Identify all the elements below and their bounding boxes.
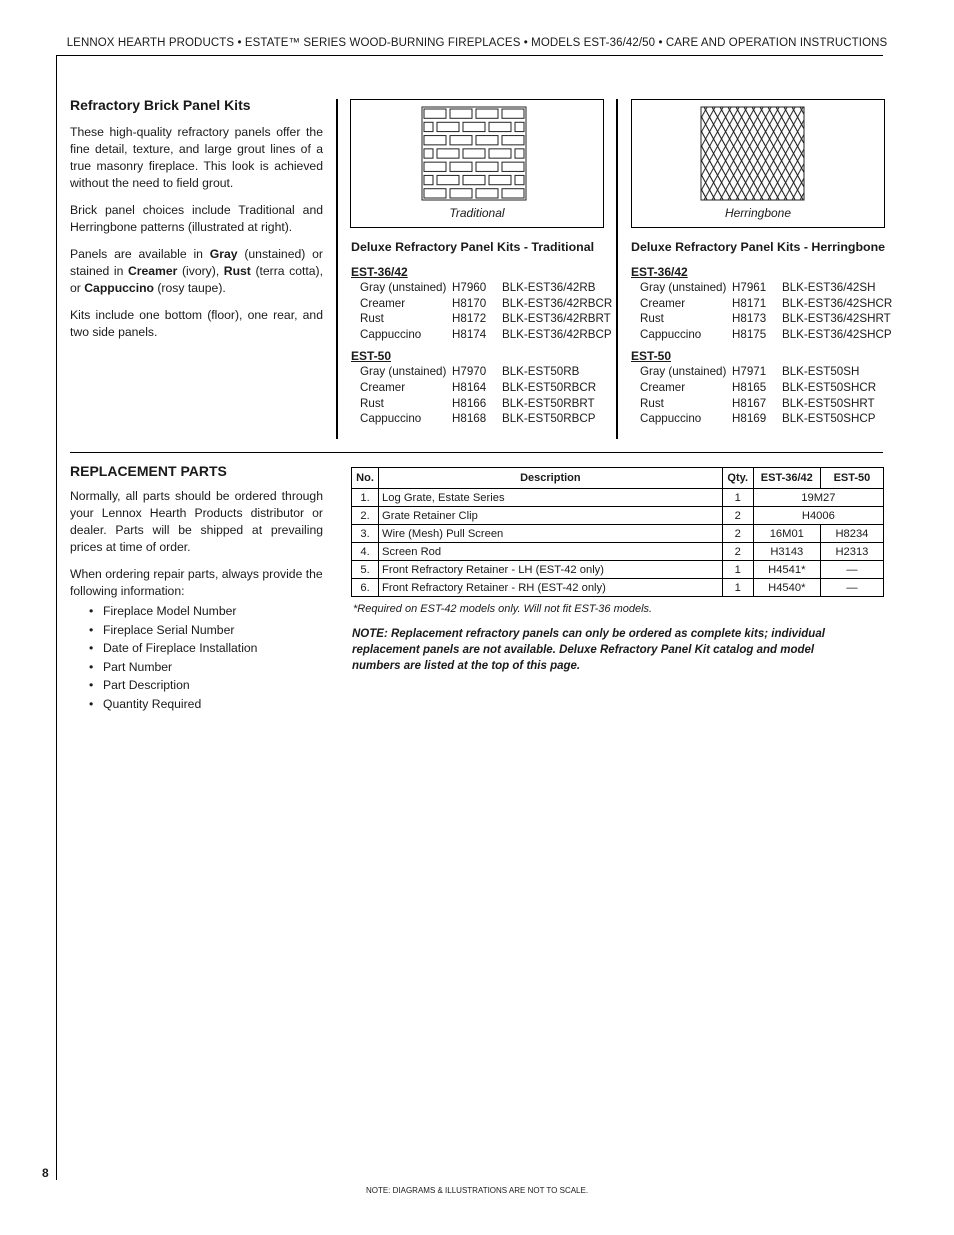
kit-row (351, 380, 596, 396)
part-description: Wire (Mesh) Pull Screen (379, 525, 723, 543)
list-item-text: Quantity Required (103, 696, 202, 711)
image-caption: Traditional (449, 206, 505, 220)
kit-catalog-number: H7960 (452, 281, 487, 294)
kit-table (631, 280, 892, 342)
table-footnote: *Required on EST-42 models only. Will not fit EST-36 models. (353, 603, 653, 615)
kit-model-number: BLK-EST50SHCP (782, 412, 876, 426)
paragraph: Normally, all parts should be ordered through your Lennox Hearth Products distributor or dealer. Parts will be shipped at prevailing prices at time of order. (70, 489, 323, 554)
part-number-index: 6. (352, 579, 379, 597)
model-heading: EST-50 (631, 349, 672, 364)
kit-color: Creamer (360, 380, 406, 394)
paragraph: Panels are available in Gray (unstained) or stained in Creamer (ivory), Rust (terra cotta), or Cappuccino (rosy taupe). (70, 247, 323, 295)
list-item-text: Date of Fireplace Installation (103, 641, 258, 655)
kit-model-number: BLK-EST50RBRT (502, 396, 595, 410)
table-row (352, 507, 884, 525)
table-row (352, 543, 884, 561)
part-quantity: 1 (722, 489, 753, 507)
page-number: 8 (42, 1166, 49, 1180)
part-quantity: 2 (722, 507, 753, 525)
paragraph: These high-quality refractory panels offer the fine detail, texture, and large grout lines of a true masonry fireplace. This look is achieved without the need to field grout. (70, 125, 323, 190)
kit-catalog-number: H8167 (732, 396, 767, 410)
kit-model-number: BLK-EST36/42SHCR (782, 296, 893, 310)
part-number-est50: — (820, 579, 883, 597)
kit-catalog-number: H8171 (732, 296, 767, 310)
table-header-row (352, 468, 884, 489)
table-row (352, 561, 884, 579)
image-caption: Herringbone (724, 206, 792, 220)
kit-model-number: BLK-EST50RBCP (502, 412, 596, 426)
part-description: Screen Rod (379, 543, 723, 561)
part-number-shared: H4006 (753, 507, 883, 525)
bullet-icon: • (89, 678, 94, 692)
kits-traditional (351, 240, 621, 434)
kit-color: Rust (640, 396, 664, 410)
part-quantity: 2 (722, 543, 753, 561)
kit-color: Creamer (640, 296, 686, 310)
kit-color: Rust (640, 312, 664, 326)
part-number-shared: 19M27 (753, 489, 883, 507)
kit-model-number: BLK-EST50SHCR (782, 380, 877, 394)
kit-row (631, 380, 876, 396)
list-item (89, 658, 323, 677)
bullet-icon: • (89, 696, 94, 711)
list-item-text: Part Number (103, 659, 173, 674)
column-rule (336, 99, 338, 439)
kit-color: Gray (unstained) (360, 281, 447, 294)
running-header: LENNOX HEARTH PRODUCTS • ESTATE™ SERIES WOOD-BURNING FIREPLACES • MODELS EST-36/42/50 • CARE AND OPERATION INSTRUCTIONS (66, 37, 888, 49)
traditional-illustration (350, 99, 604, 228)
column-header: No. (352, 468, 379, 489)
kit-model-number: BLK-EST36/42RBCR (502, 296, 613, 310)
part-description: Grate Retainer Clip (379, 507, 723, 525)
list-item (89, 676, 323, 695)
kit-catalog-number: H7961 (732, 281, 767, 294)
part-quantity: 2 (722, 525, 753, 543)
paragraph: Brick panel choices include Traditional and Herringbone patterns (illustrated at right). (70, 203, 323, 234)
bullet-icon: • (89, 659, 94, 674)
list-item-text: Fireplace Model Number (103, 604, 237, 618)
part-number-est36-42: 16M01 (753, 525, 820, 543)
list-item (89, 602, 323, 621)
kit-row (351, 311, 612, 327)
part-number-est36-42: H3143 (753, 543, 820, 561)
note-text: NOTE: Replacement refractory panels can only be ordered as complete kits; individual replacement panels are not available. Deluxe Refractory Panel Kit catalog and model numbers are listed at the top of this page. (352, 628, 825, 672)
kit-color: Gray (unstained) (640, 365, 727, 379)
kit-row (631, 311, 892, 327)
kit-row (351, 364, 596, 380)
part-number-est50: H8234 (820, 525, 883, 543)
kit-color: Creamer (360, 296, 406, 310)
section-title: Refractory Brick Panel Kits (70, 97, 251, 113)
kit-model-number: BLK-EST36/42SH (782, 281, 876, 294)
kit-catalog-number: H8169 (732, 412, 767, 426)
kit-catalog-number: H8168 (452, 412, 487, 426)
kit-catalog-number: H8175 (732, 327, 767, 341)
kit-row (351, 296, 612, 312)
parts-table (351, 467, 884, 597)
kit-model-number: BLK-EST50RB (502, 365, 580, 379)
part-number-index: 1. (352, 489, 379, 507)
model-heading: EST-36/42 (631, 265, 688, 279)
list-item-text: Fireplace Serial Number (103, 622, 235, 637)
footer-note: NOTE: DIAGRAMS & ILLUSTRATIONS ARE NOT TO SCALE. (365, 1186, 589, 1195)
kit-row (631, 327, 892, 343)
list-item (89, 639, 323, 658)
column-header: Qty. (722, 468, 753, 489)
bullet-icon: • (89, 604, 94, 618)
model-heading: EST-50 (351, 349, 392, 364)
column-header: Description (379, 468, 723, 489)
kit-table (351, 364, 596, 426)
margin-rule (56, 55, 57, 1180)
kit-row (631, 296, 892, 312)
kit-table (631, 364, 876, 426)
header-rule (57, 55, 883, 56)
kit-model-number: BLK-EST36/42RBCP (502, 327, 612, 341)
section-title: REPLACEMENT PARTS (70, 463, 227, 479)
kit-catalog-number: H7971 (732, 365, 767, 379)
kit-catalog-number: H8166 (452, 396, 487, 410)
kit-model-number: BLK-EST36/42SHRT (782, 312, 891, 326)
column-header: EST-36/42 (753, 468, 820, 489)
table-row (352, 525, 884, 543)
kit-color: Creamer (640, 380, 686, 394)
refractory-section (70, 97, 323, 351)
kit-row (351, 396, 596, 412)
paragraph: When ordering repair parts, always provide the following information: (70, 567, 323, 598)
part-number-est50: H2313 (820, 543, 883, 561)
kit-color: Cappuccino (640, 327, 702, 341)
kit-table (351, 280, 612, 342)
part-description: Front Refractory Retainer - LH (EST-42 only) (379, 561, 723, 579)
bullet-icon: • (89, 641, 94, 655)
info-list (70, 602, 323, 713)
kit-catalog-number: H7970 (452, 365, 487, 379)
table-row (352, 489, 884, 507)
paragraph: Kits include one bottom (floor), one rear, and two side panels. (70, 308, 323, 339)
kit-catalog-number: H8172 (452, 312, 487, 326)
part-quantity: 1 (722, 561, 753, 579)
kit-model-number: BLK-EST36/42RBRT (502, 312, 611, 326)
list-item (89, 621, 323, 640)
kits-herringbone (631, 240, 901, 434)
part-number-index: 5. (352, 561, 379, 579)
kit-color: Gray (unstained) (640, 281, 727, 294)
herringbone-illustration (631, 99, 885, 228)
kits-title: Deluxe Refractory Panel Kits - Traditional (351, 240, 595, 254)
bullet-icon: • (89, 622, 94, 637)
kit-model-number: BLK-EST50SH (782, 365, 860, 379)
section-divider (70, 452, 883, 453)
part-number-est36-42: H4540* (753, 579, 820, 597)
kit-row (631, 411, 876, 427)
kit-color: Cappuccino (360, 327, 422, 341)
kit-row (631, 396, 876, 412)
kit-row (351, 280, 612, 296)
part-description: Front Refractory Retainer - RH (EST-42 only) (379, 579, 723, 597)
table-row (352, 579, 884, 597)
kit-row (631, 280, 892, 296)
part-description: Log Grate, Estate Series (379, 489, 723, 507)
kit-color: Cappuccino (640, 412, 702, 426)
kit-row (351, 411, 596, 427)
kit-catalog-number: H8174 (452, 327, 487, 341)
kit-model-number: BLK-EST36/42SHCP (782, 327, 892, 341)
column-header: EST-50 (820, 468, 883, 489)
kit-color: Rust (360, 396, 384, 410)
model-heading: EST-36/42 (351, 265, 408, 279)
kit-model-number: BLK-EST50RBCR (502, 380, 597, 394)
replacement-section (70, 463, 323, 713)
part-number-index: 3. (352, 525, 379, 543)
kit-catalog-number: H8165 (732, 380, 767, 394)
kit-color: Gray (unstained) (360, 365, 447, 379)
kit-row (631, 364, 876, 380)
list-item (89, 695, 323, 714)
list-item-text: Part Description (103, 678, 190, 692)
kit-catalog-number: H8164 (452, 380, 487, 394)
kit-color: Rust (360, 312, 384, 326)
part-number-est50: — (820, 561, 883, 579)
part-number-est36-42: H4541* (753, 561, 820, 579)
kit-catalog-number: H8170 (452, 296, 487, 310)
part-number-index: 2. (352, 507, 379, 525)
kit-color: Cappuccino (360, 412, 422, 426)
kit-catalog-number: H8173 (732, 312, 767, 326)
kit-row (351, 327, 612, 343)
kits-title: Deluxe Refractory Panel Kits - Herringbone (631, 240, 886, 254)
kit-model-number: BLK-EST36/42RB (502, 281, 596, 294)
part-quantity: 1 (722, 579, 753, 597)
part-number-index: 4. (352, 543, 379, 561)
kit-model-number: BLK-EST50SHRT (782, 396, 875, 410)
